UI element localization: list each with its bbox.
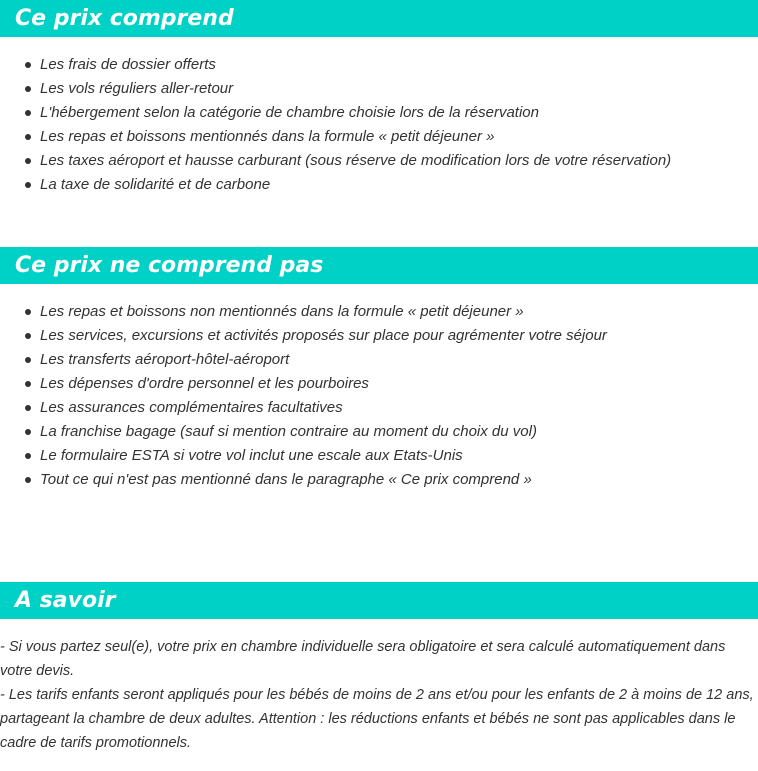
list-item: Les assurances complémentaires facultatives bbox=[0, 396, 607, 420]
bullet-icon bbox=[25, 62, 31, 68]
list-item: Les dépenses d'ordre personnel et les pourboires bbox=[0, 372, 607, 396]
info-paragraph-child-rates: - Les tarifs enfants seront appliqués pour les bébés de moins de 2 ans et/ou pour les enfants de 2 à moins de 12 ans, partageant la chambre de deux adultes. Attention : les réductions enfants et bébés ne sont pas applicables dans le cadre de tarifs promotionnels. bbox=[0, 687, 754, 751]
bullet-icon bbox=[25, 357, 31, 363]
info-paragraph-single-room: - Si vous partez seul(e), votre prix en chambre individuelle sera obligatoire et sera calculé automatiquement dans votre devis. bbox=[0, 639, 726, 679]
list-item: L'hébergement selon la catégorie de chambre choisie lors de la réservation bbox=[0, 101, 671, 125]
excluded-list bbox=[0, 300, 607, 492]
bullet-icon bbox=[25, 182, 31, 188]
excluded-title: Ce prix ne comprend pas bbox=[15, 253, 324, 278]
info-header bbox=[0, 582, 758, 619]
list-item: Les repas et boissons mentionnés dans la formule « petit déjeuner » bbox=[0, 125, 671, 149]
info-title: A savoir bbox=[15, 588, 116, 613]
list-item: Les vols réguliers aller-retour bbox=[0, 77, 671, 101]
bullet-icon bbox=[25, 405, 31, 411]
list-item: Le formulaire ESTA si votre vol inclut une escale aux Etats-Unis bbox=[0, 444, 607, 468]
bullet-icon bbox=[25, 429, 31, 435]
bullet-icon bbox=[25, 110, 31, 116]
included-header bbox=[0, 0, 758, 37]
list-item: Les taxes aéroport et hausse carburant (sous réserve de modification lors de votre réservation) bbox=[0, 149, 671, 173]
list-item: Les services, excursions et activités proposés sur place pour agrémenter votre séjour bbox=[0, 324, 607, 348]
bullet-icon bbox=[25, 333, 31, 339]
included-list bbox=[0, 53, 671, 197]
list-item: Tout ce qui n'est pas mentionné dans le paragraphe « Ce prix comprend » bbox=[0, 468, 607, 492]
list-item: Les repas et boissons non mentionnés dans la formule « petit déjeuner » bbox=[0, 300, 607, 324]
bullet-icon bbox=[25, 309, 31, 315]
list-item: Les transferts aéroport-hôtel-aéroport bbox=[0, 348, 607, 372]
list-item: Les frais de dossier offerts bbox=[0, 53, 671, 77]
bullet-icon bbox=[25, 158, 31, 164]
bullet-icon bbox=[25, 86, 31, 92]
excluded-header bbox=[0, 247, 758, 284]
bullet-icon bbox=[25, 381, 31, 387]
bullet-icon bbox=[25, 453, 31, 459]
list-item: La franchise bagage (sauf si mention contraire au moment du choix du vol) bbox=[0, 420, 607, 444]
bullet-icon bbox=[25, 134, 31, 140]
bullet-icon bbox=[25, 477, 31, 483]
list-item: La taxe de solidarité et de carbone bbox=[0, 173, 671, 197]
included-title: Ce prix comprend bbox=[15, 6, 234, 31]
